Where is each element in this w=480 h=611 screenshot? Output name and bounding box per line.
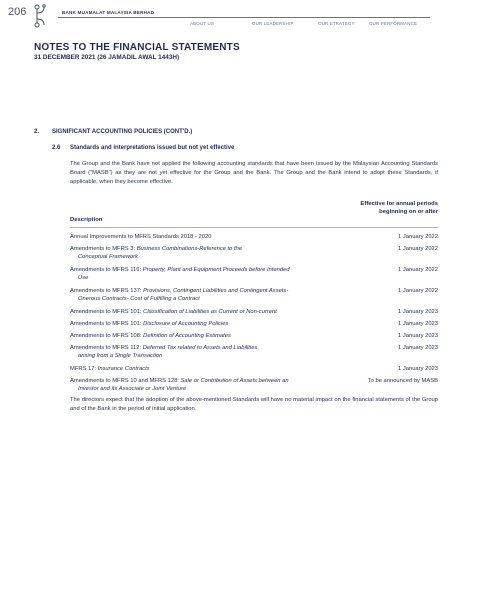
row-description-prefix: Amendments to MFRS 10 and MFRS 128: (70, 378, 181, 384)
page-number: 206 (8, 6, 27, 18)
row-effective-date: 1 January 2023 (398, 309, 438, 315)
subsection-title: Standards and interpretations issued but not yet effective (70, 145, 235, 151)
column-header-effective: Effective for annual periods beginning on or after (360, 201, 438, 215)
section-title: SIGNIFICANT ACCOUNTING POLICIES (CONT'D.) (52, 129, 193, 135)
company-name: BANK MUAMALAT MALAYSIA BERHAD (62, 10, 155, 15)
row-description-prefix: Annual Improvements to MFRS Standards 2018 - 2020 (70, 234, 212, 240)
nav-our-leadership[interactable]: OUR LEADERSHIP (252, 21, 294, 26)
row-description-italic: Insurance Contracts (97, 366, 150, 372)
row-description-prefix: Amendments to MFRS 101: (70, 309, 144, 315)
row-description-prefix: MFRS 17: (70, 366, 98, 372)
row-description-prefix: Amendments to MFRS 101: (70, 321, 144, 327)
subsection-number: 2.6 (52, 145, 61, 151)
row-effective-date: 1 January 2023 (398, 321, 438, 327)
row-description-italic: Classification of Liabilities as Current or Non-current (143, 309, 277, 315)
page-subtitle: 31 DECEMBER 2021 (26 JAMADIL AWAL 1443H) (34, 54, 180, 61)
row-effective-date: 1 January 2023 (398, 333, 438, 339)
row-description-prefix: Amendments to MFRS 3: (70, 246, 137, 252)
row-description (70, 245, 348, 262)
row-description (70, 344, 348, 361)
row-description-continuation: Onerous Contracts- Cost of Fulfilling a Contract (78, 296, 200, 303)
row-description-italic: Deferred Tax related to Assets and Liabilities (142, 345, 258, 351)
row-effective-date: 1 January 2023 (398, 366, 438, 372)
row-effective-date: 1 January 2023 (398, 345, 438, 351)
table-header-rule (70, 227, 438, 228)
row-description (70, 320, 348, 328)
row-description (70, 377, 348, 394)
row-description-continuation: arising from a Single Transaction (78, 353, 163, 360)
row-description (70, 287, 348, 304)
row-effective-date: 1 January 2022 (398, 267, 438, 273)
row-description-prefix: Amendments to MFRS 112: (70, 345, 143, 351)
row-description-italic: Definition of Accounting Estimates (143, 333, 231, 339)
section-number: 2. (34, 129, 40, 135)
row-description-italic: Disclosure of Accounting Policies (143, 321, 229, 327)
row-description (70, 365, 348, 373)
row-description-prefix: Amendments to MFRS 116: (70, 267, 143, 273)
column-header-description: Description (70, 217, 103, 223)
row-description-italic: Provisions, Contingent Liabilities and Contingent Assets- (143, 288, 289, 294)
nav-our-strategy[interactable]: OUR STRATEGY (318, 21, 355, 26)
row-effective-date: To be announced by MASB (367, 378, 438, 384)
nav-our-performance[interactable]: OUR PERFORMANCE (369, 21, 418, 26)
row-effective-date: 1 January 2022 (398, 288, 438, 294)
row-description-italic: Sale or Contribution of Assets between an (180, 378, 289, 384)
row-effective-date: 1 January 2022 (398, 234, 438, 240)
row-effective-date: 1 January 2022 (398, 246, 438, 252)
intro-paragraph: The Group and the Bank have not applied the following accounting standards that have been issued by the Malaysian Accounting Standards Board ("MASB") as they are not yet effective for the Group and the Bank. The Group and the Bank intend to adopt these Standards, if applicable, when they become effective. (70, 161, 438, 186)
row-description (70, 233, 348, 241)
row-description-prefix: Amendments to MFRS 137: (70, 288, 144, 294)
row-description-continuation: Investor and its Associate or Joint Venture (78, 386, 187, 393)
row-description (70, 266, 348, 283)
row-description-italic: Business Combinations-Reference to the (136, 246, 243, 252)
row-description-continuation: Use (78, 275, 89, 282)
row-description-prefix: Amendments to MFRS 108: (70, 333, 144, 339)
company-logo-icon (32, 3, 52, 29)
row-description-italic: Property, Plant and Equipment Proceeds before Intended (142, 267, 290, 273)
nav-about-us[interactable]: ABOUT US (190, 21, 214, 26)
row-description (70, 332, 348, 340)
page-title: NOTES TO THE FINANCIAL STATEMENTS (34, 42, 240, 53)
closing-paragraph: The directors expect that the adoption of the above-mentioned Standards will have no material impact on the financial statements of the Group and of the Bank in the period of initial application. (70, 397, 438, 412)
row-description-continuation: Conceptual Framework (78, 254, 138, 261)
row-description (70, 308, 348, 316)
header-divider (58, 17, 430, 18)
